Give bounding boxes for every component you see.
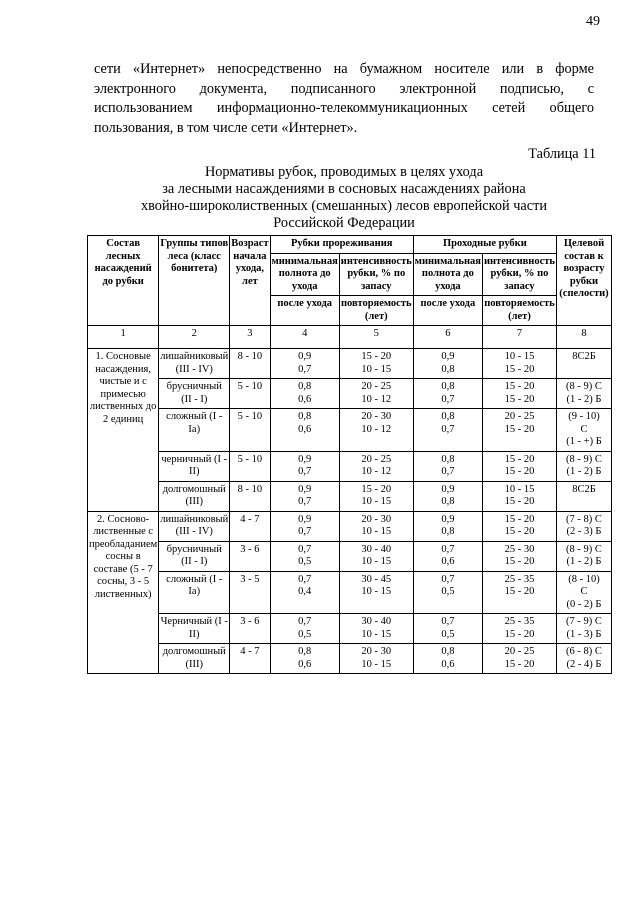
cell-value: 10 - 12 bbox=[361, 423, 392, 435]
cell-value: 0,9 bbox=[298, 483, 312, 495]
intensity-cell bbox=[339, 409, 413, 452]
column-number: 4 bbox=[270, 326, 339, 349]
cell-value: (1 - 2) Б bbox=[566, 556, 602, 567]
min-density-cell bbox=[270, 481, 339, 511]
forest-type-cell: долгомошный (III) bbox=[159, 644, 230, 674]
table-row bbox=[88, 451, 612, 481]
forest-type-cell: сложный (I - Ia) bbox=[159, 571, 230, 614]
cell-value: 20 - 30 bbox=[361, 513, 392, 525]
cell-value: 0,6 bbox=[441, 556, 455, 567]
min-density-cell bbox=[413, 481, 482, 511]
header-repeat: повторяемость (лет) bbox=[482, 296, 556, 326]
table-row bbox=[88, 644, 612, 674]
composition-cell: 1. Сосновые насаждения, чистые и с примесью лиственных до 2 единиц bbox=[88, 349, 159, 512]
cell-value: 20 - 30 bbox=[361, 646, 392, 657]
cell-value: 0,7 bbox=[298, 616, 312, 627]
cell-value: 0,8 bbox=[441, 411, 455, 422]
cell-value: 8С2Б bbox=[572, 351, 596, 362]
table-title-line: Нормативы рубок, проводимых в целях ухода bbox=[204, 164, 484, 180]
cell-value: 0,7 bbox=[298, 466, 312, 477]
table-row bbox=[88, 511, 612, 541]
cell-value: 20 - 25 bbox=[504, 646, 535, 657]
start-age-cell: 5 - 10 bbox=[230, 379, 270, 409]
cell-value: 10 - 15 bbox=[361, 496, 392, 507]
cell-value: 0,8 bbox=[441, 363, 455, 375]
column-number: 3 bbox=[230, 326, 270, 349]
column-number: 8 bbox=[556, 326, 611, 349]
min-density-cell bbox=[270, 511, 339, 541]
composition-cell: 2. Сосново-лиственные с преобладанием сосны в составе (5 - 7 сосны, 3 - 5 лиственных) bbox=[88, 511, 159, 674]
cell-value: 0,6 bbox=[298, 658, 312, 670]
table-row bbox=[88, 614, 612, 644]
cell-value: 20 - 25 bbox=[361, 453, 392, 465]
target-composition-cell bbox=[556, 541, 611, 571]
intensity-cell bbox=[482, 379, 556, 409]
cell-value: (1 - 2) Б bbox=[566, 393, 602, 405]
min-density-cell bbox=[270, 349, 339, 379]
start-age-cell: 4 - 7 bbox=[230, 511, 270, 541]
cell-value: 0,8 bbox=[441, 381, 455, 392]
min-density-cell bbox=[270, 644, 339, 674]
intensity-cell bbox=[482, 481, 556, 511]
forest-type-cell: лишайниковый (III - IV) bbox=[159, 511, 230, 541]
cell-value: 10 - 15 bbox=[361, 526, 392, 537]
cell-value: (1 - 3) Б bbox=[566, 628, 602, 640]
cell-value: 0,9 bbox=[441, 513, 455, 525]
cell-value: 15 - 20 bbox=[504, 423, 535, 435]
start-age-cell: 8 - 10 bbox=[230, 481, 270, 511]
start-age-cell: 3 - 6 bbox=[230, 541, 270, 571]
intensity-cell bbox=[482, 451, 556, 481]
cell-value: 0,8 bbox=[298, 411, 312, 422]
intensity-cell bbox=[482, 571, 556, 614]
header-intensity: интенсивность рубки, % по запасу bbox=[482, 253, 556, 296]
cell-value: (8 - 10) bbox=[568, 573, 600, 585]
header-composition: Состав лесных насаждений до рубки bbox=[88, 236, 159, 326]
table-row bbox=[88, 481, 612, 511]
min-density-cell bbox=[270, 409, 339, 452]
target-composition-cell bbox=[556, 349, 611, 379]
header-thinning: Рубки прореживания bbox=[270, 236, 413, 254]
cell-value: 15 - 20 bbox=[361, 483, 392, 495]
start-age-cell: 5 - 10 bbox=[230, 451, 270, 481]
cell-value: 0,7 bbox=[441, 423, 455, 435]
intensity-cell bbox=[339, 511, 413, 541]
cell-value: 8С2Б bbox=[572, 483, 596, 495]
forest-type-cell: лишайниковый (III - IV) bbox=[159, 349, 230, 379]
intensity-cell bbox=[339, 644, 413, 674]
table-body bbox=[88, 349, 612, 674]
cell-value: 0,9 bbox=[441, 351, 455, 362]
cell-value: 0,6 bbox=[298, 423, 312, 435]
header-passage-cutting: Проходные рубки bbox=[413, 236, 556, 254]
intensity-cell bbox=[482, 349, 556, 379]
cell-value: 10 - 15 bbox=[504, 483, 535, 495]
cell-value: 0,7 bbox=[298, 496, 312, 507]
cell-value: 0,7 bbox=[441, 616, 455, 627]
cell-value: 15 - 20 bbox=[504, 658, 535, 670]
intensity-cell bbox=[339, 614, 413, 644]
cell-value: 15 - 20 bbox=[504, 496, 535, 507]
cell-value: 0,6 bbox=[298, 393, 312, 405]
start-age-cell: 4 - 7 bbox=[230, 644, 270, 674]
intensity-cell bbox=[482, 511, 556, 541]
header-repeat: повторяемость (лет) bbox=[339, 296, 413, 326]
cell-value: 0,8 bbox=[441, 646, 455, 657]
table-title-line: Российской Федерации bbox=[273, 215, 415, 231]
min-density-cell bbox=[413, 349, 482, 379]
cell-value: 30 - 40 bbox=[361, 543, 392, 555]
cell-value: 0,6 bbox=[441, 658, 455, 670]
min-density-cell bbox=[413, 644, 482, 674]
cell-value: 0,8 bbox=[441, 453, 455, 465]
norms-table bbox=[87, 235, 612, 674]
target-composition-cell bbox=[556, 481, 611, 511]
cell-value: 15 - 20 bbox=[504, 363, 535, 375]
header-forest-type: Группы типов леса (класс бонитета) bbox=[159, 236, 230, 326]
header-min-density: минимальная полнота до ухода bbox=[413, 253, 482, 296]
cell-value: 0,9 bbox=[441, 483, 455, 495]
cell-value: 15 - 20 bbox=[504, 466, 535, 477]
intensity-cell bbox=[339, 349, 413, 379]
cell-value: (9 - 10) bbox=[568, 411, 600, 422]
min-density-cell bbox=[413, 451, 482, 481]
start-age-cell: 8 - 10 bbox=[230, 349, 270, 379]
forest-type-cell: брусничный (II - I) bbox=[159, 379, 230, 409]
target-composition-cell bbox=[556, 409, 611, 452]
target-composition-cell bbox=[556, 511, 611, 541]
cell-value: 0,7 bbox=[441, 573, 455, 585]
cell-value: 25 - 35 bbox=[504, 573, 535, 585]
cell-value: 15 - 20 bbox=[504, 393, 535, 405]
header-start-age: Возраст начала ухода, лет bbox=[230, 236, 270, 326]
min-density-cell bbox=[270, 571, 339, 614]
page-number: 49 bbox=[586, 14, 600, 29]
cell-value: 0,9 bbox=[298, 351, 312, 362]
cell-value: 0,5 bbox=[298, 628, 312, 640]
cell-value: (2 - 3) Б bbox=[566, 526, 602, 537]
target-composition-cell bbox=[556, 614, 611, 644]
cell-value: 20 - 25 bbox=[504, 411, 535, 422]
target-composition-cell bbox=[556, 644, 611, 674]
min-density-cell bbox=[413, 409, 482, 452]
forest-type-cell: Черничный (I - II) bbox=[159, 614, 230, 644]
start-age-cell: 3 - 6 bbox=[230, 614, 270, 644]
cell-value: (1 - +) Б bbox=[566, 436, 602, 447]
cell-value: 0,5 bbox=[441, 628, 455, 640]
column-number: 7 bbox=[482, 326, 556, 349]
cell-value: 0,7 bbox=[441, 543, 455, 555]
cell-value: 15 - 20 bbox=[361, 351, 392, 362]
min-density-cell bbox=[270, 541, 339, 571]
header-intensity: интенсивность рубки, % по запасу bbox=[339, 253, 413, 296]
cell-value: 30 - 40 bbox=[361, 616, 392, 627]
intensity-cell bbox=[339, 451, 413, 481]
min-density-cell bbox=[413, 541, 482, 571]
cell-value: (7 - 9) С bbox=[566, 616, 602, 627]
cell-value: 10 - 15 bbox=[361, 363, 392, 375]
table-row bbox=[88, 409, 612, 452]
intensity-cell bbox=[339, 541, 413, 571]
cell-value: 0,7 bbox=[441, 466, 455, 477]
min-density-cell bbox=[270, 614, 339, 644]
table-title-line: за лесными насаждениями в сосновых насаждениях района bbox=[162, 181, 526, 197]
cell-value: 0,8 bbox=[298, 381, 312, 392]
start-age-cell: 3 - 5 bbox=[230, 571, 270, 614]
forest-type-cell: брусничный (II - I) bbox=[159, 541, 230, 571]
min-density-cell bbox=[413, 571, 482, 614]
column-number-row bbox=[88, 326, 612, 349]
cell-value: (1 - 2) Б bbox=[566, 466, 602, 477]
cell-value: (8 - 9) С bbox=[566, 453, 602, 465]
column-number: 5 bbox=[339, 326, 413, 349]
cell-value: 0,8 bbox=[441, 496, 455, 507]
cell-value: 0,8 bbox=[298, 646, 312, 657]
intensity-cell bbox=[482, 614, 556, 644]
min-density-cell bbox=[270, 379, 339, 409]
cell-value: 30 - 45 bbox=[361, 573, 392, 585]
table-row bbox=[88, 571, 612, 614]
cell-value: 0,7 bbox=[298, 543, 312, 555]
cell-value: 15 - 20 bbox=[504, 526, 535, 537]
min-density-cell bbox=[413, 614, 482, 644]
cell-value: (6 - 8) С bbox=[566, 646, 602, 657]
cell-value: 10 - 15 bbox=[361, 628, 392, 640]
forest-type-cell: долгомошный (III) bbox=[159, 481, 230, 511]
cell-value: 15 - 20 bbox=[504, 453, 535, 465]
target-composition-cell bbox=[556, 451, 611, 481]
cell-value: 15 - 20 bbox=[504, 513, 535, 525]
table-row bbox=[88, 349, 612, 379]
cell-value: 0,5 bbox=[298, 556, 312, 567]
min-density-cell bbox=[413, 511, 482, 541]
intensity-cell bbox=[339, 481, 413, 511]
cell-value: 10 - 15 bbox=[361, 586, 392, 597]
cell-value: 20 - 30 bbox=[361, 411, 392, 422]
cell-value: (0 - 2) Б bbox=[566, 598, 602, 610]
target-composition-cell bbox=[556, 379, 611, 409]
cell-value: 15 - 20 bbox=[504, 381, 535, 392]
cell-value: 10 - 12 bbox=[361, 393, 392, 405]
header-after: после ухода bbox=[413, 296, 482, 326]
cell-value: 0,9 bbox=[298, 513, 312, 525]
cell-value: 0,7 bbox=[298, 526, 312, 537]
cell-value: 10 - 15 bbox=[504, 351, 535, 362]
table-row bbox=[88, 541, 612, 571]
table-title-line: хвойно-широколиственных (смешанных) лесов европейской части bbox=[141, 198, 547, 214]
cell-value: С bbox=[580, 423, 588, 435]
column-number: 2 bbox=[159, 326, 230, 349]
cell-value: 0,8 bbox=[441, 526, 455, 537]
cell-value: (7 - 8) С bbox=[566, 513, 602, 525]
table-label: Таблица 11 bbox=[528, 146, 596, 162]
intensity-cell bbox=[339, 379, 413, 409]
table-row bbox=[88, 379, 612, 409]
intensity-cell bbox=[482, 644, 556, 674]
intensity-cell bbox=[482, 409, 556, 452]
body-paragraph: сети «Интернет» непосредственно на бумажном носителе или в форме электронного документа, подписанного электронной подписью, с использованием информационно-телекоммуникационных сетей общего пользования, в том числе сети «Интернет». bbox=[94, 61, 594, 136]
cell-value: 25 - 35 bbox=[504, 616, 535, 627]
cell-value: 0,7 bbox=[298, 573, 312, 585]
cell-value: 0,7 bbox=[298, 363, 312, 375]
cell-value: 10 - 15 bbox=[361, 658, 392, 670]
cell-value: 10 - 12 bbox=[361, 466, 392, 477]
cell-value: С bbox=[580, 586, 588, 597]
cell-value: 0,5 bbox=[441, 586, 455, 597]
cell-value: (8 - 9) С bbox=[566, 381, 602, 392]
cell-value: 20 - 25 bbox=[361, 381, 392, 392]
header-after: после ухода bbox=[270, 296, 339, 326]
column-number: 6 bbox=[413, 326, 482, 349]
forest-type-cell: черничный (I - II) bbox=[159, 451, 230, 481]
cell-value: 15 - 20 bbox=[504, 586, 535, 597]
intensity-cell bbox=[339, 571, 413, 614]
min-density-cell bbox=[413, 379, 482, 409]
intensity-cell bbox=[482, 541, 556, 571]
cell-value: 15 - 20 bbox=[504, 556, 535, 567]
cell-value: 0,9 bbox=[298, 453, 312, 465]
header-min-density: минимальная полнота до ухода bbox=[270, 253, 339, 296]
target-composition-cell bbox=[556, 571, 611, 614]
cell-value: 25 - 30 bbox=[504, 543, 535, 555]
header-target-composition: Целевой состав к возрасту рубки (спелости) bbox=[556, 236, 611, 326]
cell-value: 0,7 bbox=[441, 393, 455, 405]
min-density-cell bbox=[270, 451, 339, 481]
cell-value: (8 - 9) С bbox=[566, 543, 602, 555]
forest-type-cell: сложный (I - Ia) bbox=[159, 409, 230, 452]
cell-value: (2 - 4) Б bbox=[566, 658, 602, 670]
cell-value: 15 - 20 bbox=[504, 628, 535, 640]
column-number: 1 bbox=[88, 326, 159, 349]
start-age-cell: 5 - 10 bbox=[230, 409, 270, 452]
cell-value: 0,4 bbox=[298, 586, 312, 597]
table-title bbox=[94, 164, 594, 232]
cell-value: 10 - 15 bbox=[361, 556, 392, 567]
